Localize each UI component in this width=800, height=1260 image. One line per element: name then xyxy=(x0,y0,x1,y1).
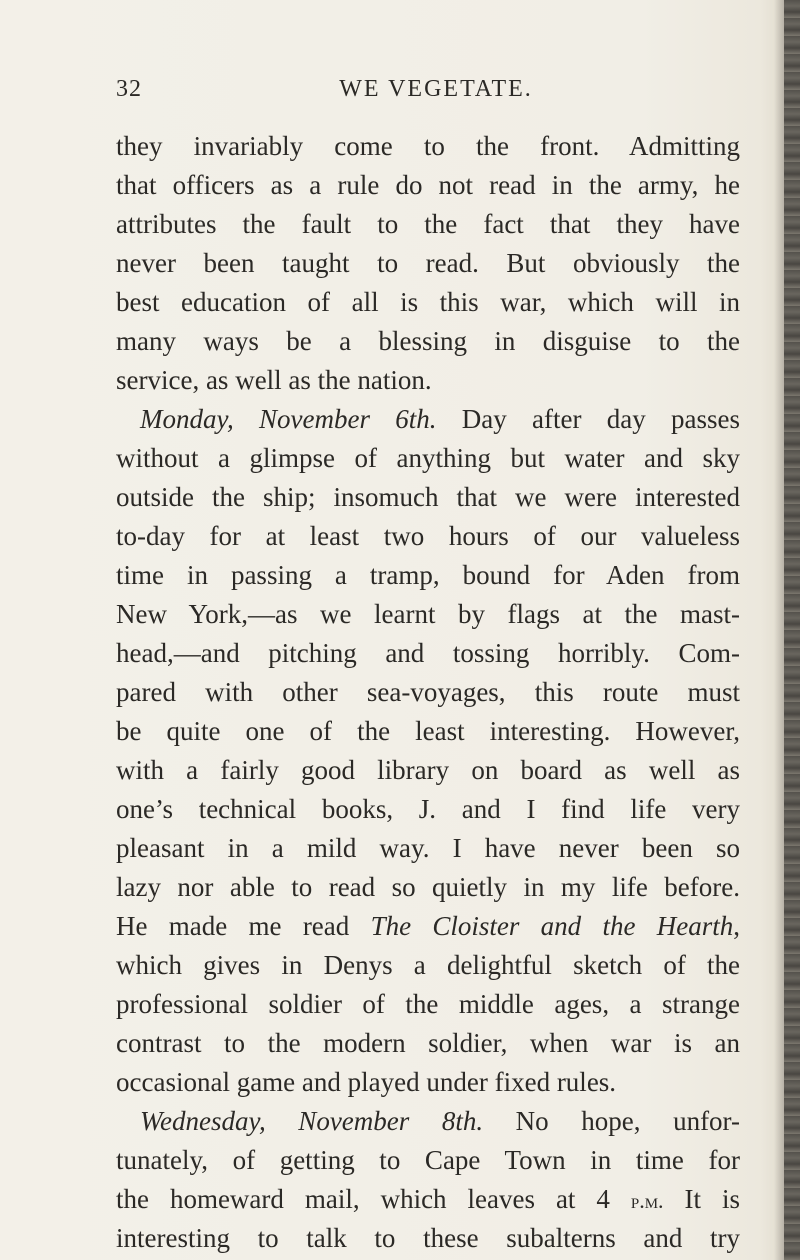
text-segment: It is xyxy=(663,1184,740,1214)
text-line xyxy=(116,907,740,946)
page-number: 32 xyxy=(116,76,142,102)
text-line: be quite one of the least interesting. However, xyxy=(116,716,740,746)
diary-entry-line xyxy=(116,400,740,439)
page-header xyxy=(116,76,756,112)
text-line: best education of all is this war, which will in xyxy=(116,287,740,317)
text-segment: , xyxy=(733,911,740,941)
text-line: never been taught to read. But obviously the xyxy=(116,248,740,278)
page-edge-shadow xyxy=(774,0,784,1260)
text-line: with a fairly good library on board as well as xyxy=(116,755,740,785)
diary-date: Monday, November 6th. xyxy=(140,404,437,434)
text-line: to-day for at least two hours of our valueless xyxy=(116,521,740,551)
text-line: interesting to talk to these subalterns and try xyxy=(116,1223,740,1253)
text-line: that officers as a rule do not read in the army, he xyxy=(116,170,740,200)
text-line xyxy=(116,1180,740,1219)
text-line: New York,—as we learnt by flags at the mast- xyxy=(116,599,740,629)
text-segment: Day after day passes xyxy=(436,404,740,434)
text-line: which gives in Denys a delightful sketch of the xyxy=(116,950,740,980)
text-line: one’s technical books, J. and I find life very xyxy=(116,794,740,824)
text-line: outside the ship; insomuch that we were interested xyxy=(116,482,740,512)
text-line: without a glimpse of anything but water and sky xyxy=(116,443,740,473)
text-segment: the homeward mail, which leaves at 4 xyxy=(116,1184,631,1214)
running-head: WE VEGETATE. xyxy=(339,76,533,102)
text-segment: No hope, unfor- xyxy=(483,1106,740,1136)
text-line: attributes the fault to the fact that they have xyxy=(116,209,740,239)
text-line: head,—and pitching and tossing horribly. Com- xyxy=(116,638,740,668)
text-line: tunately, of getting to Cape Town in time for xyxy=(116,1145,740,1175)
text-line: lazy nor able to read so quietly in my life before. xyxy=(116,872,740,902)
text-line: pared with other sea-voyages, this route must xyxy=(116,677,740,707)
body-text xyxy=(116,127,740,1258)
text-line: many ways be a blessing in disguise to the xyxy=(116,326,740,356)
book-title: The Cloister and the Hearth xyxy=(370,911,734,941)
text-segment: He made me read xyxy=(116,911,371,941)
text-line: occasional game and played under fixed rules. xyxy=(116,1067,617,1097)
text-line: pleasant in a mild way. I have never been so xyxy=(116,833,740,863)
time-abbrev: p.m. xyxy=(630,1188,664,1213)
text-line: they invariably come to the front. Admitting xyxy=(116,131,740,161)
diary-entry-line xyxy=(116,1102,740,1141)
text-line: time in passing a tramp, bound for Aden from xyxy=(116,560,740,590)
diary-date: Wednesday, November 8th. xyxy=(140,1106,484,1136)
page-edge xyxy=(784,0,800,1260)
text-line: professional soldier of the middle ages, a strange xyxy=(116,989,740,1019)
text-line: service, as well as the nation. xyxy=(116,365,432,395)
text-line: contrast to the modern soldier, when war is an xyxy=(116,1028,740,1058)
